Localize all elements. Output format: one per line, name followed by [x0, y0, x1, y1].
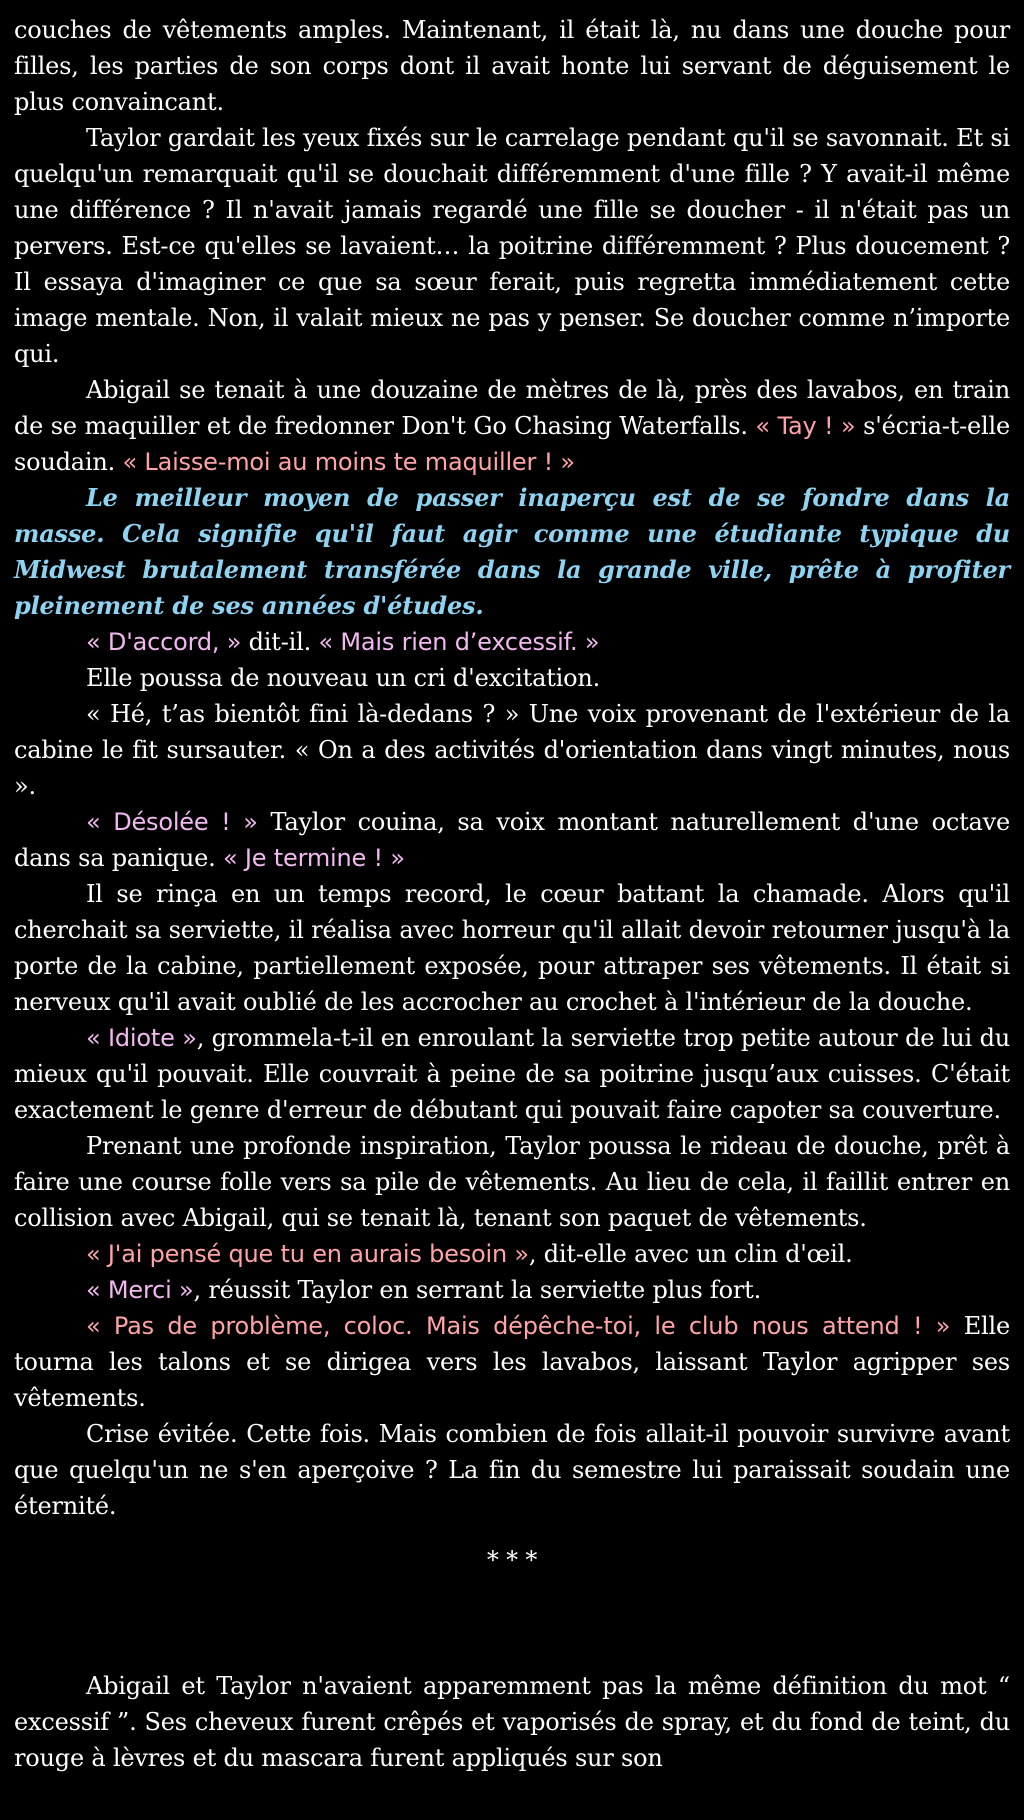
abigail-dialogue: « J'ai pensé que tu en aurais besoin » [86, 1240, 529, 1268]
paragraph: couches de vêtements amples. Maintenant, il était là, nu dans une douche pour filles, les parties de son corps dont il avait honte lui servant de déguisement le plus convaincant. [14, 16, 1010, 116]
narration-text: Abigail se tenait à une douzaine de mètres de là, près des lavabos, en train de se maquiller et de fredonner Don't Go Chasing Waterfalls. [14, 376, 1010, 440]
abigail-dialogue: « Pas de problème, coloc. Mais dépêche-toi, le club nous attend ! » [86, 1312, 951, 1340]
paragraph [14, 624, 1010, 660]
paragraph [14, 372, 1010, 480]
narration-text: s'écria-t-elle soudain. [14, 412, 1010, 476]
narration-text: , grommela-t-il en enroulant la serviette trop petite autour de lui du mieux qu'il pouvait. Elle couvrait à peine de sa poitrine jusqu’aux cuisses. C'était exactement le genre d'erreur de débutant qui pouvait faire capoter sa couverture. [14, 1024, 1010, 1124]
narration-text: , réussit Taylor en serrant la serviette plus fort. [193, 1276, 762, 1304]
paragraph: Elle poussa de nouveau un cri d'excitation. [86, 664, 601, 692]
paragraph [14, 804, 1010, 876]
narration-text: Elle tourna les talons et se dirigea vers les lavabos, laissant Taylor agripper ses vêtements. [14, 1312, 1010, 1412]
paragraph: Il se rinça en un temps record, le cœur battant la chamade. Alors qu'il cherchait sa serviette, il réalisa avec horreur qu'il allait devoir retourner jusqu'à la porte de la cabine, partiellement exposée, pour attraper ses vêtements. Il était si nerveux qu'il avait oublié de les accrocher au crochet à l'intérieur de la douche. [14, 880, 1010, 1016]
paragraph: Crise évitée. Cette fois. Mais combien de fois allait-il pouvoir survivre avant que quelqu'un ne s'en aperçoive ? La fin du semestre lui paraissait soudain une éternité. [14, 1420, 1010, 1520]
paragraph [14, 1272, 1010, 1308]
narration-text: dit-il. [241, 628, 319, 656]
paragraph [14, 1236, 1010, 1272]
narration-text: Taylor couina, sa voix montant naturellement d'une octave dans sa panique. [14, 808, 1010, 872]
narration-text: , dit-elle avec un clin d'œil. [528, 1240, 853, 1268]
taylor-dialogue: « Je termine ! » [223, 844, 405, 872]
scene-separator: * * * [486, 1546, 538, 1574]
taylor-dialogue: « Merci » [86, 1276, 194, 1304]
taylor-dialogue: « Mais rien d’excessif. » [318, 628, 600, 656]
taylor-dialogue: « Idiote » [86, 1024, 197, 1052]
paragraph: Abigail et Taylor n'avaient apparemment pas la même définition du mot “ excessif ”. Ses cheveux furent crêpés et vaporisés de spray, et du fond de teint, du rouge à lèvres et du mascara furent appliqués sur son [14, 1672, 1010, 1772]
paragraph: Prenant une profonde inspiration, Taylor poussa le rideau de douche, prêt à faire une course folle vers sa pile de vêtements. Au lieu de cela, il faillit entrer en collision avec Abigail, qui se tenait là, tenant son paquet de vêtements. [14, 1132, 1010, 1232]
paragraph [14, 1020, 1010, 1128]
paragraph [14, 1308, 1010, 1416]
paragraph: « Hé, t’as bientôt fini là-dedans ? » Une voix provenant de l'extérieur de la cabine le fit sursauter. « On a des activités d'orientation dans vingt minutes, nous ». [14, 700, 1010, 800]
taylor-dialogue: « Désolée ! » [86, 808, 258, 836]
inner-thought: Le meilleur moyen de passer inaperçu est de se fondre dans la masse. Cela signifie qu'il faut agir comme une étudiante typique du Midwest brutalement transférée dans la grande ville, prête à profiter pleinement de ses années d'études. [14, 483, 1010, 620]
paragraph: Taylor gardait les yeux fixés sur le carrelage pendant qu'il se savonnait. Et si quelqu'un remarquait qu'il se douchait différemment d'une fille ? Y avait-il même une différence ? Il n'avait jamais regardé une fille se doucher - il n'était pas un pervers. Est-ce qu'elles se lavaient… la poitrine différemment ? Plus doucement ? Il essaya d'imaginer ce que sa sœur ferait, puis regretta immédiatement cette image mentale. Non, il valait mieux ne pas y penser. Se doucher comme n’importe qui. [14, 124, 1010, 368]
abigail-dialogue: « Tay ! » [755, 412, 856, 440]
book-page [14, 12, 1010, 1776]
taylor-dialogue: « D'accord, » [86, 628, 242, 656]
abigail-dialogue: « Laisse-moi au moins te maquiller ! » [122, 448, 575, 476]
